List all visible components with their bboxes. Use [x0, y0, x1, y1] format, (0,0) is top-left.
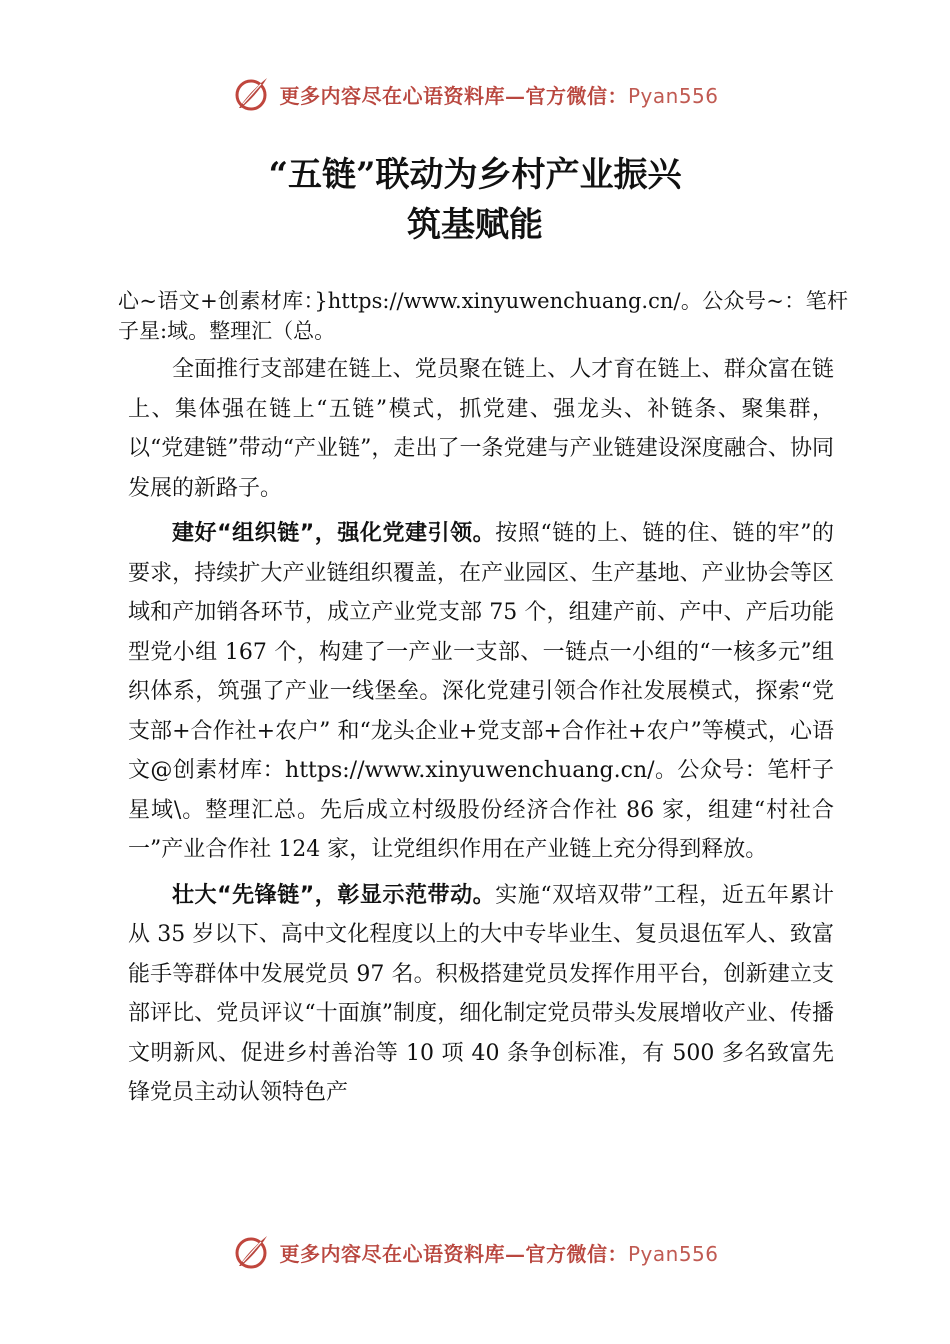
page-title: [0, 150, 950, 250]
title-line-2: 筑基赋能: [407, 205, 543, 245]
wechat-id: Pyan556: [627, 1241, 719, 1266]
watermark-banner-top: [0, 70, 950, 118]
paragraph-vanguard-chain: [128, 876, 834, 1113]
article-body: [118, 286, 848, 1119]
title-line-1: “五链”联动为乡村产业振兴: [268, 155, 682, 195]
paragraph-heading: 壮大“先锋链”，彰显示范带动。: [172, 882, 496, 908]
wechat-id: Pyan556: [627, 83, 719, 108]
watermark-text: 更多内容尽在心语资料库—官方微信：Pyan556: [279, 83, 719, 108]
feather-pen-logo-icon: [231, 74, 271, 114]
paragraph-intro: [128, 350, 834, 508]
feather-pen-logo-icon: [231, 1232, 271, 1272]
paragraph-text: 实施“双培双带”工程，近五年累计从 35 岁以下、高中文化程度以上的大中专毕业生、复员退伍军人、致富能手等群体中发展党员 97 名。积极搭建党员发挥作用平台，创新建立支部评比、党员评议“十面旗”制度，细化制定党员带头发展增收产业、传播文明新风、促进乡村善治等 10 项 40 条争创标准，有 500 多名致富先锋党员主动认领特色产: [128, 882, 835, 1105]
source-line: 心~语文+创素材库：}https://www.xinyuwenchuang.cn/。公众号~：笔杆子星:域。整理汇（总。: [118, 289, 848, 343]
paragraph-heading: 建好“组织链”，强化党建引领。: [172, 521, 496, 546]
watermark-text: 更多内容尽在心语资料库—官方微信：Pyan556: [279, 1241, 719, 1266]
watermark-banner-bottom: [0, 1228, 950, 1276]
paragraph-intro-text: 全面推行支部建在链上、党员聚在链上、人才育在链上、群众富在链上、集体强在链上“五链”模式，抓党建、强龙头、补链条、聚集群，以“党建链”带动“产业链”，走出了一条党建与产业链建设深度融合、协同发展的新路子。: [128, 357, 834, 501]
paragraph-text: 按照“链的上、链的住、链的牢”的要求，持续扩大产业链组织覆盖，在产业园区、生产基地、产业协会等区域和产加销各环节，成立产业党支部 75 个，组建产前、产中、产后功能型党小组 167 个，构建了一产业一支部、一链点一小组的“一核多元”组织体系，筑强了产业一线堡垒。深化党建引领合作社发展模式，探索“党支部+合作社+农户” 和“龙头企业+党支部+合作社+农户”等模式，心语文@创素材库：https://www.xinyuwenchuang.cn/。公众号：笔杆子星域\。整理汇总。先后成立村级股份经济合作社 86 家，组建“村社合一”产业合作社 124 家，让党组织作用在产业链上充分得到释放。: [128, 521, 835, 862]
paragraph-organization-chain: [128, 514, 834, 870]
